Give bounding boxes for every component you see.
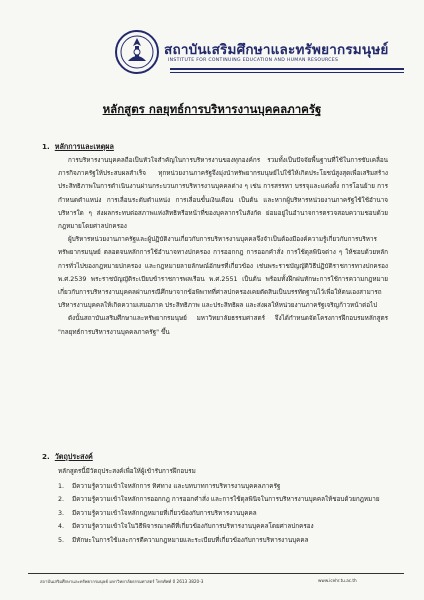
footer-rule xyxy=(28,573,404,574)
course-title: หลักสูตร กลยุทธ์การบริหารงานบุคคลภาครัฐ xyxy=(102,102,322,116)
footer-contact: สถาบันเสริมศึกษาและทรัพยากรมนุษย์ มหาวิทยาลัยธรรมศาสตร์ โทรศัพท์ 0 2613 3820-3 xyxy=(40,579,204,584)
list-item: 5. มีทักษะในการใช้และการตีความกฎหมายและระเบียบที่เกี่ยวข้องกับการบริหารงานบุคคล xyxy=(58,536,309,544)
list-item: 2. มีความรู้ความเข้าใจหลักการออกกฎ การออกคำสั่ง และการใช้ดุลพินิจในการบริหารงานบุคคลให้ชอบด้วยกฎหมาย xyxy=(58,496,380,504)
section-1-body xyxy=(58,154,388,339)
objectives-intro: หลักสูตรนี้มีวัตถุประสงค์เพื่อให้ผู้เข้ารับการฝึกอบรม xyxy=(58,468,196,475)
list-item: 3. มีความรู้ความเข้าใจหลักกฎหมายที่เกี่ยวข้องกับการบริหารงานบุคคล xyxy=(58,509,257,517)
section-1-heading: 1. หลักการและเหตุผล xyxy=(42,142,114,151)
institute-name-thai: สถาบันเสริมศึกษาและทรัพยากรมนุษย์ xyxy=(164,42,389,58)
list-item: 4. มีความรู้ความเข้าใจในวิธีพิจารณาคดีที่เกี่ยวข้องกับการบริหารงานบุคคลโดยศาลปกครอง xyxy=(58,523,314,531)
list-item: 1. มีความรู้ความเข้าใจหลักการ ทิศทาง และบทบาทการบริหารงานบุคคลภาครัฐ xyxy=(58,483,281,490)
footer-website-link[interactable]: www.icehr.tu.ac.th xyxy=(318,578,357,583)
paragraph-1: การบริหารงานบุคคลถือเป็นหัวใจสำคัญในการบริหารงานของทุกองค์กร รวมทั้งเป็นปัจจัยพื้นฐานที่ใช้ในการขับเคลื่อนภารกิจภาครัฐให้ประสบผลสำเร็จ ทุกหน่วยงานภาครัฐจึงมุ่งนำทรัพยากรมนุษย์ไปใช้ให้เกิดประโยชน์สูงสุดเพื่อเสริมสร้างประสิทธิภาพในการดำเนินงานผ่านกระบวนการบริหารงานบุคคลต่าง ๆ เช่น การสรรหา บรรจุและแต่งตั้ง การโอนย้าย การกำหนดตำแหน่ง การเลื่อนระดับตำแหน่ง การเลื่อนขั้นเงินเดือน เป็นต้น และหากผู้บริหารหน่วยงานภาครัฐใช้ใช้อำนาจบริหารใด ๆ ส่งผลกระทบต่อสภาพแห่งสิทธิหรือหน้าที่ของบุคลากรในสังกัด ย่อมอยู่ในอำนาจการตรวจสอบความชอบด้วยกฎหมายโดยศาลปกครอง xyxy=(58,157,388,231)
paragraph-3: ดังนั้นสถาบันเสริมศึกษาและทรัพยากรมนุษย์ มหาวิทยาลัยธรรมศาสตร์ จึงได้กำหนดจัดโครงการฝึกอบรมหลักสูตร "กลยุทธ์การบริหารงานบุคคลภาครัฐ" ขึ้น xyxy=(58,315,388,336)
section-2-heading: 2. วัตถุประสงค์ xyxy=(42,452,93,461)
header-rule xyxy=(28,68,404,74)
objectives-list xyxy=(58,480,388,547)
institute-name-english: INSTITUTE FOR CONTINUING EDUCATION AND HUMAN RESOURCES xyxy=(168,58,339,63)
paragraph-2: ผู้บริหารหน่วยงานภาครัฐและผู้ปฏิบัติงานเกี่ยวกับการบริหารงานบุคคลจึงจำเป็นต้องมีองค์ความรู้เกี่ยวกับการบริหารทรัพยากรมนุษย์ ตลอดจนหลักการใช้อำนาจทางปกครอง การออกกฎ การออกคำสั่ง การใช้ดุลพินิจต่าง ๆ ให้ชอบด้วยหลักการทั่วไปของกฎหมายปกครอง และกฎหมายลายลักษณ์อักษรที่เกี่ยวข้อง เช่นพระราชบัญญัติวิธีปฏิบัติราชการทางปกครอง พ.ศ.2539 พระราชบัญญัติระเบียบข้าราชการพลเรือน พ.ศ.2551 เป็นต้น พร้อมทั้งฝึกฝนทักษะการใช้การความกฎหมายเกี่ยวกับการบริหารงานบุคคลผ่านกรณีศึกษาจากข้อพิพาทที่ศาลปกครองเคยตัดสินเป็นบรรทัดฐานไว้เพื่อให้ตนเองสามารถบริหารงานบุคคลให้เกิดความเสมอภาค ประสิทธิภาพ และประสิทธิผล และส่งผลให้หน่วยงานภาครัฐเจริญก้าวหน้าต่อไป xyxy=(58,236,388,310)
